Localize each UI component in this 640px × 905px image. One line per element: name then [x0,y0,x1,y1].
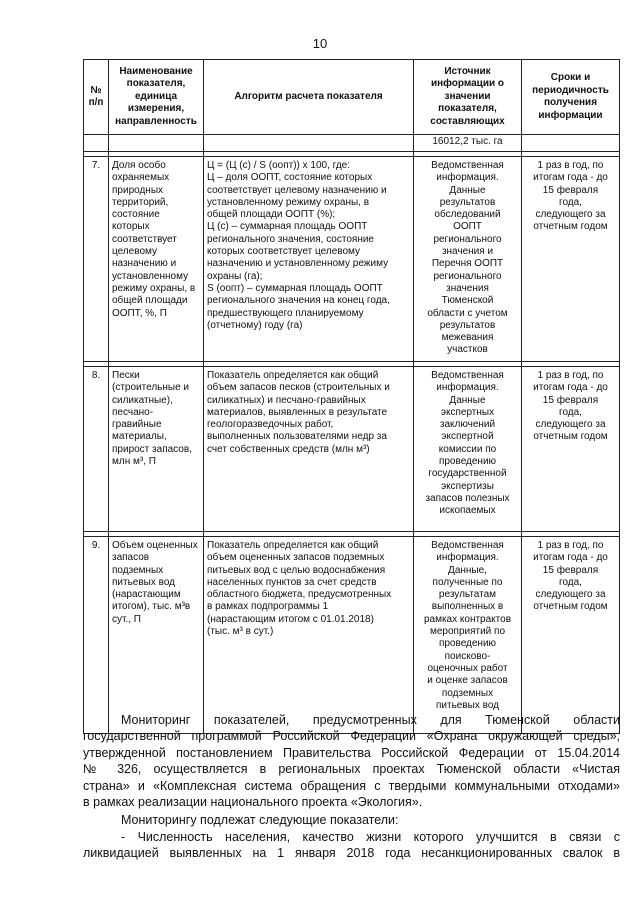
information-source [414,537,522,734]
information-source-line: мероприятий по [429,626,506,638]
row-number-line: 8. [91,370,101,381]
table-row [84,157,620,362]
calculation-algorithm-line: областного бюджета, предусмотренных [207,589,392,601]
calculation-algorithm-line: силикатных) и песчано-гравийных [207,394,366,406]
table-row [84,367,620,532]
information-source-line: питьевых вод [435,699,499,711]
information-source-line: полученные по [432,576,503,588]
information-source [414,157,522,362]
paragraph-indicators-intro [83,812,620,828]
reporting-period-line: отчетным годом [533,601,608,613]
reporting-period-line: итогам года - до [533,382,608,394]
information-source-line: Ведомственная [431,540,504,551]
indicator-name-line: которых [112,221,150,233]
header-label: составляющих [430,115,505,127]
calculation-algorithm-line: установленному режиму охраны, в [207,196,370,208]
header-label: периодичность [532,84,609,96]
calculation-algorithm-line: регионального значения, состояние [207,233,374,245]
calculation-algorithm-line: Показатель определяется как общий [207,540,379,551]
information-source-line: регионального [433,270,502,282]
header-label: информации [538,109,603,121]
indicator-name-line: целевому [112,246,157,258]
calculation-algorithm-line: Ц (с) – суммарная площадь ООПТ [207,221,368,233]
paragraph-line: страна» и «Комплексная система обращения с твердыми коммунальными отходами» [83,778,620,793]
empty-cell [109,135,204,152]
indicators-table [83,59,620,734]
calculation-algorithm-line: охраны (га); [207,270,263,282]
indicator-name [109,157,204,362]
page-number: 10 [312,36,328,51]
information-source-line: комиссии по [438,443,497,455]
reporting-period-line: 1 раз в год, по [537,370,604,381]
calculation-algorithm-line: общей площади ООПТ (%); [207,209,336,221]
header-label: Алгоритм расчета показателя [234,90,383,102]
calculation-algorithm-line: S (оопт) – суммарная площадь ООПТ [207,282,383,294]
calculation-algorithm-line: выполненных пользователями недр за [207,431,387,443]
row-number [84,537,109,734]
indicator-name-line: охраняемых [112,172,170,184]
information-source-line: результатам [438,589,497,601]
header-label: п/п [88,97,104,108]
information-source-line: информация. [436,172,499,184]
calculation-algorithm-line: объем оцененных запасов подземных [207,552,385,564]
calculation-algorithm [204,367,414,532]
row-number-line: 9. [91,540,101,551]
indicator-name-line: запасов [112,552,150,564]
information-source-line: ООПТ [453,221,482,233]
information-source-line: заключений [439,419,496,431]
reporting-period-line: следующего за [535,209,606,221]
information-source-line: ископаемых [439,505,496,517]
calculation-algorithm [204,157,414,362]
information-source-line: результатов [439,196,496,208]
indicator-name-line: режиму охраны, в [112,282,196,294]
information-source-line: подземных [441,687,494,699]
calculation-algorithm-line: Ц = (Ц (с) / S (оопт)) х 100, где: [207,160,351,171]
calculation-algorithm-line: (нарастающим итогом с 01.01.2018) [207,613,374,625]
reporting-period-line: года, [559,196,582,208]
reporting-period-line: 15 февраля [542,564,599,576]
calculation-algorithm-line: соответствует целевому назначению и [207,184,387,196]
calculation-algorithm-line: материалов, выявленных в результате [207,406,388,418]
information-source-line: экспертизы [441,480,494,492]
paragraph-line: № 326, осуществляется в региональных проектах Тюменской области «Чистая [83,762,620,777]
indicator-name-line: гравийные [112,419,162,431]
calculation-algorithm-line: которых соответствует целевому [207,246,361,258]
indicator-name-line: (нарастающим [112,589,181,601]
indicator-name-line: (строительные и [112,382,189,394]
reporting-period-line: 15 февраля [542,394,599,406]
header-source [414,60,522,135]
indicator-name [109,537,204,734]
information-source-line: результатов [439,319,496,331]
information-source-line: экспертной [441,431,494,443]
header-label: показателя, [438,103,497,115]
information-source-line: выполненных в [431,601,504,613]
indicator-name-line: прирост запасов, [112,443,192,455]
information-source-line: Данные [449,394,486,406]
header-label: получения [543,97,598,108]
row-number [84,367,109,532]
information-source-line: значения [446,282,489,294]
header-number [84,60,109,135]
indicator-name-line: соответствует [112,233,177,245]
row-number-line: 7. [91,160,101,171]
information-source-line: проведению [438,456,497,468]
header-label: № [90,84,102,96]
table-row [84,537,620,734]
calculation-algorithm-line: счет собственных средств (млн м³) [207,443,370,455]
information-source-line: проведению [438,638,497,650]
information-source-line: значения и [441,246,494,258]
paragraph-line: Мониторингу подлежат следующие показатели: [121,813,399,827]
information-source-line: поисково- [444,650,491,662]
information-source [414,367,522,532]
information-source-line: Перечня ООПТ [431,258,504,270]
indicator-name-line: установленному [112,270,189,282]
reporting-period-line: 1 раз в год, по [537,540,604,551]
information-source-line: экспертных [440,406,495,418]
calculation-algorithm-line: регионального значения на конец года, [207,295,390,307]
calculation-algorithm [204,537,414,734]
indicator-name-line: состояние [112,209,160,221]
header-label: значении [444,90,491,102]
reporting-period-line: года, [559,576,582,588]
information-source-line: регионального [433,233,502,245]
information-source-line: Данные, [448,564,487,576]
paragraph-population-indicator [83,829,620,862]
header-label: Наименование [119,65,193,77]
indicator-name-line: природных [112,184,164,196]
information-source-line: обследований [434,209,501,221]
reporting-period-line: следующего за [535,419,606,431]
continuation-row [84,135,620,152]
header-algorithm [204,60,414,135]
header-label: направленность [115,115,197,127]
information-source-line: области с учетом [427,307,508,319]
empty-cell [522,135,620,152]
paragraph-line: в рамках реализации национального проекта «Экология». [83,795,423,810]
calculation-algorithm-line: (тыс. м³ в сут.) [207,626,274,638]
indicator-name-line: итогом), тыс. м³в [112,601,191,613]
indicator-name-line: песчано- [112,406,154,418]
information-source-line: рамках контрактов [423,613,512,625]
header-label: показателя, [126,78,186,90]
information-source-line: и оценке запасов [427,675,508,687]
paragraph-monitoring [83,712,620,810]
information-source-line: межевания [441,332,494,344]
information-source-line: Ведомственная [431,370,504,381]
reporting-period-line: отчетным годом [533,431,608,443]
paragraph-line: утвержденной постановлением Правительства Российской Федерации от 15.04.2014 [83,745,620,760]
calculation-algorithm-line: объем запасов песков (строительных и [207,382,390,394]
indicator-name-line: ООПТ, %, П [112,307,167,319]
information-source-line: участков [447,344,488,356]
indicator-name-line: общей площади [112,295,188,307]
calculation-algorithm-line: Показатель определяется как общий [207,370,379,381]
calculation-algorithm-line: питьевых вод с целью водоснабжения [207,564,386,576]
indicator-name-line: Объем оцененных [112,540,198,551]
indicator-name-line: подземных [112,564,164,576]
information-source-line: запасов полезных [425,492,510,504]
header-label: Источник [444,65,491,77]
calculation-algorithm-line: Ц – доля ООПТ, состояние которых [207,172,373,184]
reporting-period [522,367,620,532]
calculation-algorithm-line: геологоразведочных работ, [207,419,334,431]
calculation-algorithm-line: (отчетному) году (га) [207,319,303,331]
reporting-period-line: 1 раз в год, по [537,160,604,171]
reporting-period [522,157,620,362]
indicator-name [109,367,204,532]
information-source-line: Ведомственная [431,160,504,171]
calculation-algorithm-line: назначению и установленному режиму [207,258,389,270]
indicator-name-line: сут., П [112,613,141,625]
paragraph-line: государственной программой Российской Федерации «Охрана окружающей среды», [83,729,620,744]
information-source-line: государственной [428,468,507,480]
information-source-line: Тюменской [441,295,494,307]
header-label: информации о [430,78,505,90]
calculation-algorithm-line: населенных пунктов за счет средств [207,576,377,588]
continuation-value: 16012,2 тыс. га [414,135,522,152]
paragraph-line: Мониторинг показателей, предусмотренных для Тюменской области [121,713,620,727]
reporting-period-line: итогам года - до [533,172,608,184]
header-label: единица [134,90,178,102]
header-label: Сроки и [550,72,591,83]
information-source-line: информация. [436,552,499,564]
indicator-name-line: территорий, [112,196,169,208]
table-header-row [84,60,620,135]
paragraph-line: - Численность населения, качество жизни которого улучшится в связи с [121,830,620,844]
indicator-name-line: Доля особо [112,160,166,171]
header-indicator-name [109,60,204,135]
reporting-period [522,537,620,734]
row-number [84,157,109,362]
header-period [522,60,620,135]
empty-cell [204,135,414,152]
reporting-period-line: 15 февраля [542,184,599,196]
indicator-name-line: Пески [112,370,140,381]
reporting-period-line: отчетным годом [533,221,608,233]
paragraph-line: ликвидацией выявленных на 1 января 2018 года несанкционированных свалок в [83,846,620,861]
information-source-line: Данные [449,184,486,196]
empty-cell [84,135,109,152]
reporting-period-line: года, [559,406,582,418]
indicator-name-line: силикатные), [112,394,173,406]
reporting-period-line: следующего за [535,589,606,601]
calculation-algorithm-line: в рамках подпрограммы 1 [207,601,329,613]
header-label: измерения, [127,103,185,115]
information-source-line: информация. [436,382,499,394]
indicator-name-line: млн м³, П [112,456,156,468]
information-source-line: оценочных работ [427,662,508,674]
indicator-name-line: назначению и [112,258,177,270]
indicator-name-line: питьевых вод [112,576,176,588]
indicator-name-line: материалы, [112,431,167,443]
calculation-algorithm-line: предшествующего планируемому [207,307,364,319]
reporting-period-line: итогам года - до [533,552,608,564]
